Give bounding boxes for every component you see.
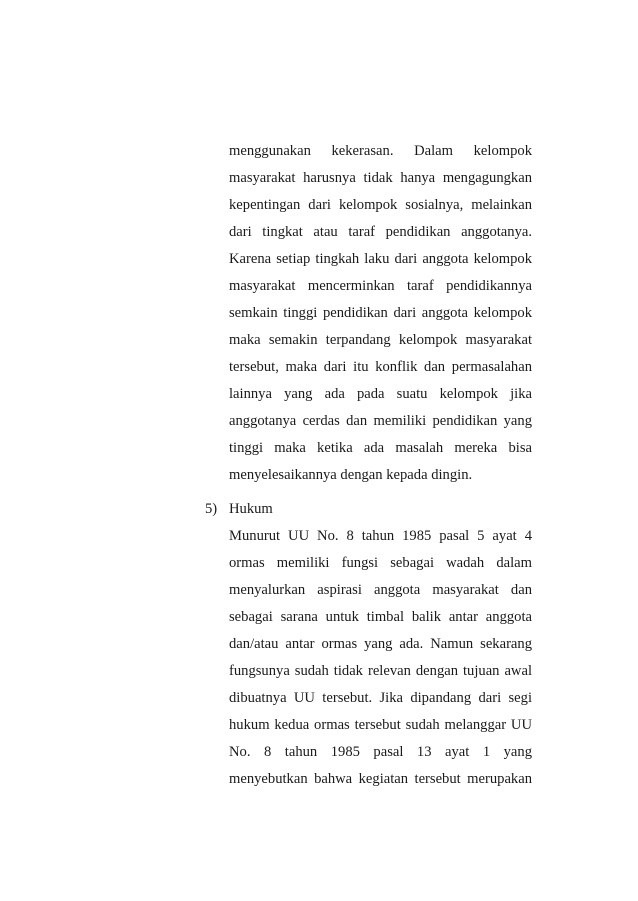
section-heading: Hukum bbox=[229, 501, 273, 517]
section-line: No. 8 tahun 1985 pasal 13 ayat 1 yang bbox=[229, 744, 532, 760]
paragraph-line: masyarakat harusnya tidak hanya mengagungkan bbox=[229, 170, 532, 186]
paragraph-line: semkain tinggi pendidikan dari anggota kelompok bbox=[229, 305, 532, 321]
section-line: Munurut UU No. 8 tahun 1985 pasal 5 ayat 4 bbox=[229, 528, 532, 544]
section-line: dibuatnya UU tersebut. Jika dipandang dari segi bbox=[229, 690, 532, 706]
section-line: dan/atau antar ormas yang ada. Namun sekarang bbox=[229, 636, 532, 652]
section-line: menyebutkan bahwa kegiatan tersebut merupakan bbox=[229, 771, 532, 787]
paragraph-line: maka semakin terpandang kelompok masyarakat bbox=[229, 332, 532, 348]
paragraph-line: anggotanya cerdas dan memiliki pendidikan yang bbox=[229, 413, 532, 429]
paragraph-line: dari tingkat atau taraf pendidikan anggotanya. bbox=[229, 224, 532, 240]
section-line: sebagai sarana untuk timbal balik antar anggota bbox=[229, 609, 532, 625]
paragraph-line: Karena setiap tingkah laku dari anggota kelompok bbox=[229, 251, 532, 267]
paragraph-line: tinggi maka ketika ada masalah mereka bisa bbox=[229, 440, 532, 456]
paragraph-line: tersebut, maka dari itu konflik dan permasalahan bbox=[229, 359, 532, 375]
paragraph-last-line: menyelesaikannya dengan kepada dingin. bbox=[229, 467, 473, 483]
section-line: menyalurkan aspirasi anggota masyarakat dan bbox=[229, 582, 532, 598]
paragraph-line: kepentingan dari kelompok sosialnya, melainkan bbox=[229, 197, 532, 213]
section-line: ormas memiliki fungsi sebagai wadah dalam bbox=[229, 555, 532, 571]
list-marker: 5) bbox=[205, 501, 218, 517]
section-line: hukum kedua ormas tersebut sudah melanggar UU bbox=[229, 717, 532, 733]
section-line: fungsunya sudah tidak relevan dengan tujuan awal bbox=[229, 663, 532, 679]
paragraph-line: lainnya yang ada pada suatu kelompok jika bbox=[229, 386, 532, 402]
paragraph-line: masyarakat mencerminkan taraf pendidikannya bbox=[229, 278, 532, 294]
paragraph-line: menggunakan kekerasan. Dalam kelompok bbox=[229, 143, 532, 159]
